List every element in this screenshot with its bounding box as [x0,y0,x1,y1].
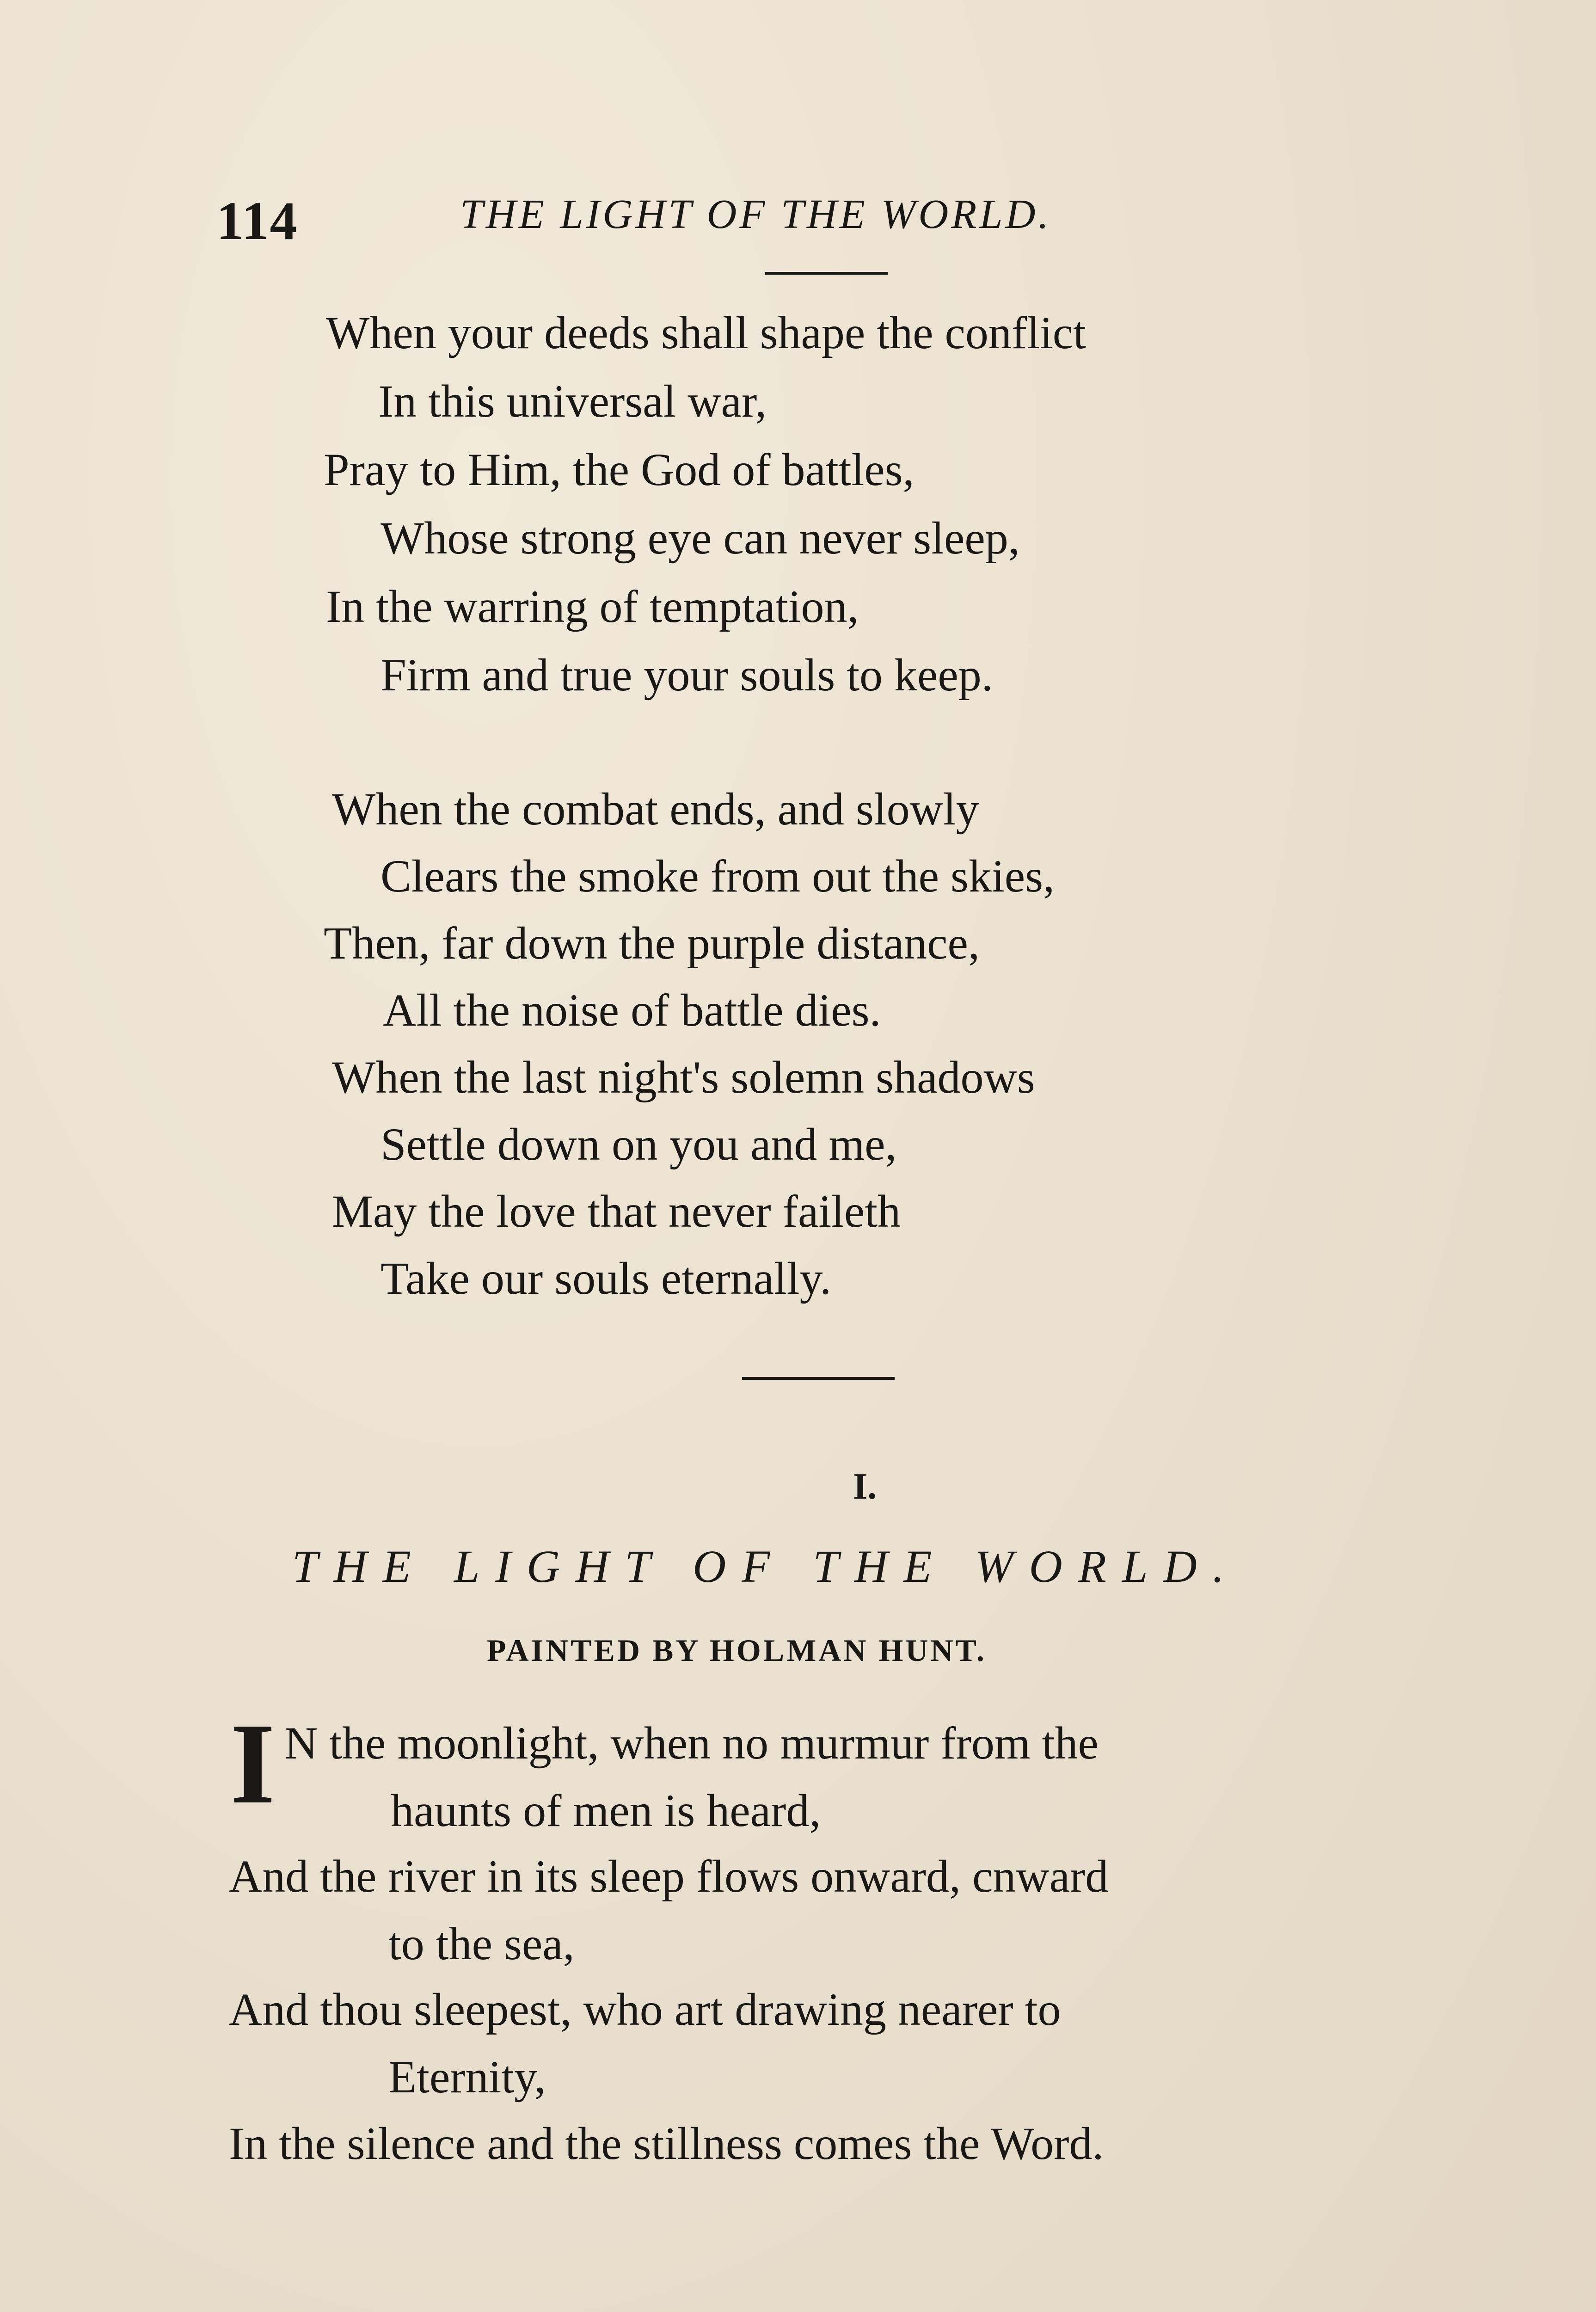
verse-line: haunts of men is heard, [391,1785,821,1836]
verse-line: And thou sleepest, who art drawing nearer to [229,1984,1061,2035]
header-rule [765,272,888,275]
verse-line: Take our souls eternally. [381,1253,832,1304]
verse-line: When your deeds shall shape the conflict [326,307,1086,358]
verse-line: When the last night's solemn shadows [332,1051,1035,1103]
verse-line: In the warring of temptation, [326,581,859,632]
verse-line: And the river in its sleep flows onward, cnward [229,1851,1109,1902]
verse-line: Pray to Him, the God of battles, [324,444,915,495]
verse-line: In this universal war, [378,375,767,427]
verse-line: N the moonlight, when no murmur from the [284,1717,1099,1769]
verse-line: Eternity, [388,2051,546,2103]
running-title: THE LIGHT OF THE WORLD. [460,191,1051,237]
verse-line: When the combat ends, and slowly [332,783,979,835]
verse-line: Then, far down the purple distance, [324,917,980,969]
verse-line: All the noise of battle dies. [383,984,881,1036]
section-subtitle: PAINTED BY HOLMAN HUNT. [487,1633,987,1668]
page-number: 114 [216,191,298,251]
drop-cap: I [230,1700,276,1828]
verse-line: Whose strong eye can never sleep, [381,512,1020,564]
verse-line: Clears the smoke from out the skies, [381,850,1055,902]
verse-line: Settle down on you and me, [381,1119,897,1170]
section-title: THE LIGHT OF THE WORLD. [292,1541,1240,1592]
verse-line: to the sea, [388,1918,575,1969]
verse-line: In the silence and the stillness comes the Word. [229,2118,1104,2169]
verse-line: May the love that never faileth [332,1186,901,1237]
section-number: I. [853,1466,877,1507]
section-divider [742,1377,895,1380]
verse-line: Firm and true your souls to keep. [381,649,993,701]
